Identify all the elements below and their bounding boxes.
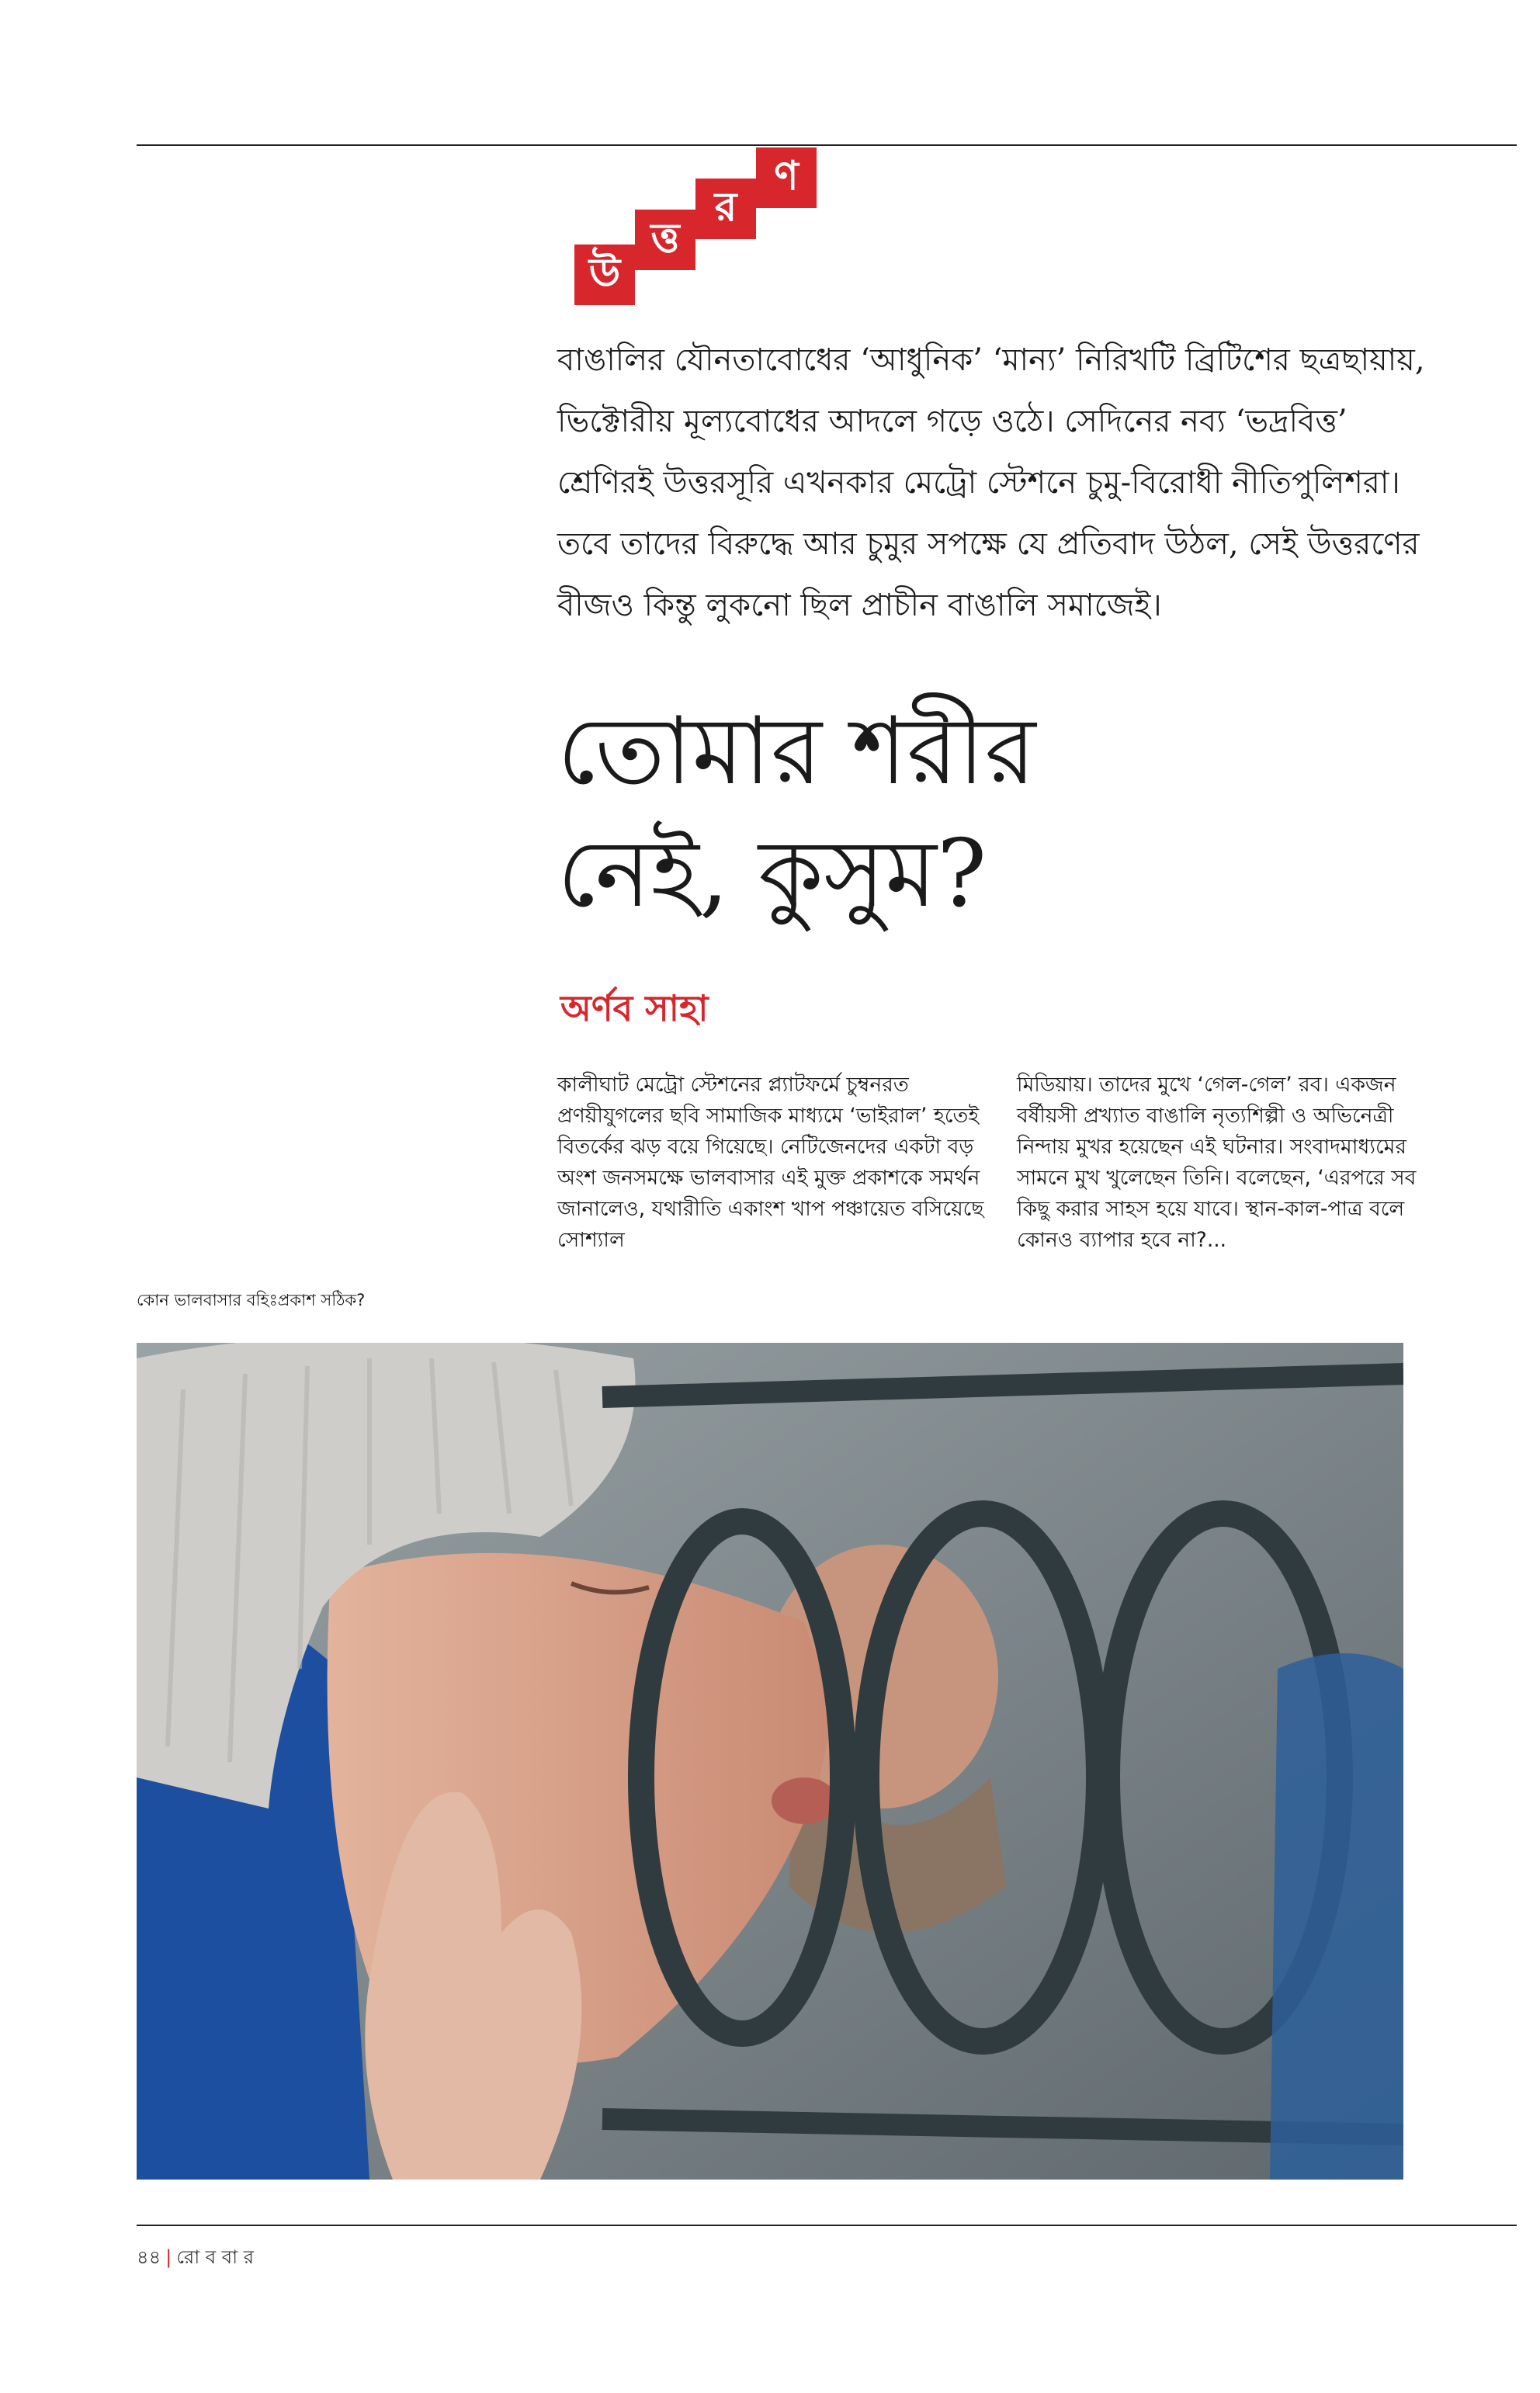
headline-line-1: তোমার শরীর: [557, 698, 1036, 806]
body-column-2: মিডিয়ায়। তাদের মুখে ‘গেল-গেল’ রব। একজন বর্ষীয়সী প্রখ্যাত বাঙালি নৃত্যশিল্পী ও অভিনেত্রী নিন্দায় মুখর হয়েছেন এই ঘটনার। সংবাদমাধ্যমের সামনে মুখ খুলেছেন তিনি। বলেছেন, ‘এরপরে সব কিছু করার সাহস হয়ে যাবে। স্থান-কাল-পাত্র বলে কোনও ব্যাপার হবে না?...: [1017, 1073, 1417, 1252]
headline-line-2: নেই, কুসুম?: [557, 820, 987, 928]
article-headline: [557, 691, 1256, 936]
kicker-letter-1: উ: [574, 245, 635, 305]
body-column-1: কালীঘাট মেট্রো স্টেশনের প্ল্যাটফর্মে চুম্বনরত প্রণয়ীযুগলের ছবি সামাজিক মাধ্যমে ‘ভাইরাল’ হতেই বিতর্কের ঝড় বয়ে গিয়েছে। নেটিজেনদের একটা বড় অংশ জনসমক্ষে ভালবাসার এই মুক্ত প্রকাশকে সমর্থন জানালেও, যথারীতি একাংশ খাপ পঞ্চায়েত বসিয়েছে সোশ্যাল: [557, 1073, 984, 1252]
article-standfirst: বাঙালির যৌনতাবোধের ‘আধুনিক’ ‘মান্য’ নিরিখটি ব্রিটিশের ছত্রছায়ায়, ভিক্টোরীয় মূল্যবোধের আদলে গড়ে ওঠে। সেদিনের নব্য ‘ভদ্রবিত্ত’ শ্রেণিরই উত্তরসূরি এখনকার মেট্রো স্টেশনে চুমু-বিরোধী নীতিপুলিশরা। তবে তাদের বিরুদ্ধে আর চুমুর সপক্ষে যে প্রতিবাদ উঠল, সেই উত্তরণের বীজও কিন্তু লুকনো ছিল প্রাচীন বাঙালি সমাজেই।: [557, 342, 1425, 623]
kicker-letter-4: ণ: [756, 147, 817, 208]
publication-name: রো ব বা র: [176, 2246, 254, 2268]
article-photo: [137, 1343, 1403, 2180]
page-number: ৪৪: [137, 2246, 161, 2268]
kicker-letter-2: ত্ত: [635, 210, 695, 270]
footer-separator: |: [165, 2246, 172, 2268]
page-footer: [137, 2243, 254, 2274]
author-byline: অর্ণব সাহা: [560, 987, 709, 1029]
bottom-rule: [137, 2225, 1517, 2226]
kicker-letter-3: র: [695, 179, 756, 239]
top-rule: [137, 144, 1517, 146]
kiss-photo-illustration: [137, 1343, 1403, 2180]
photo-caption: কোন ভালবাসার বহিঃপ্রকাশ সঠিক?: [137, 1291, 366, 1309]
